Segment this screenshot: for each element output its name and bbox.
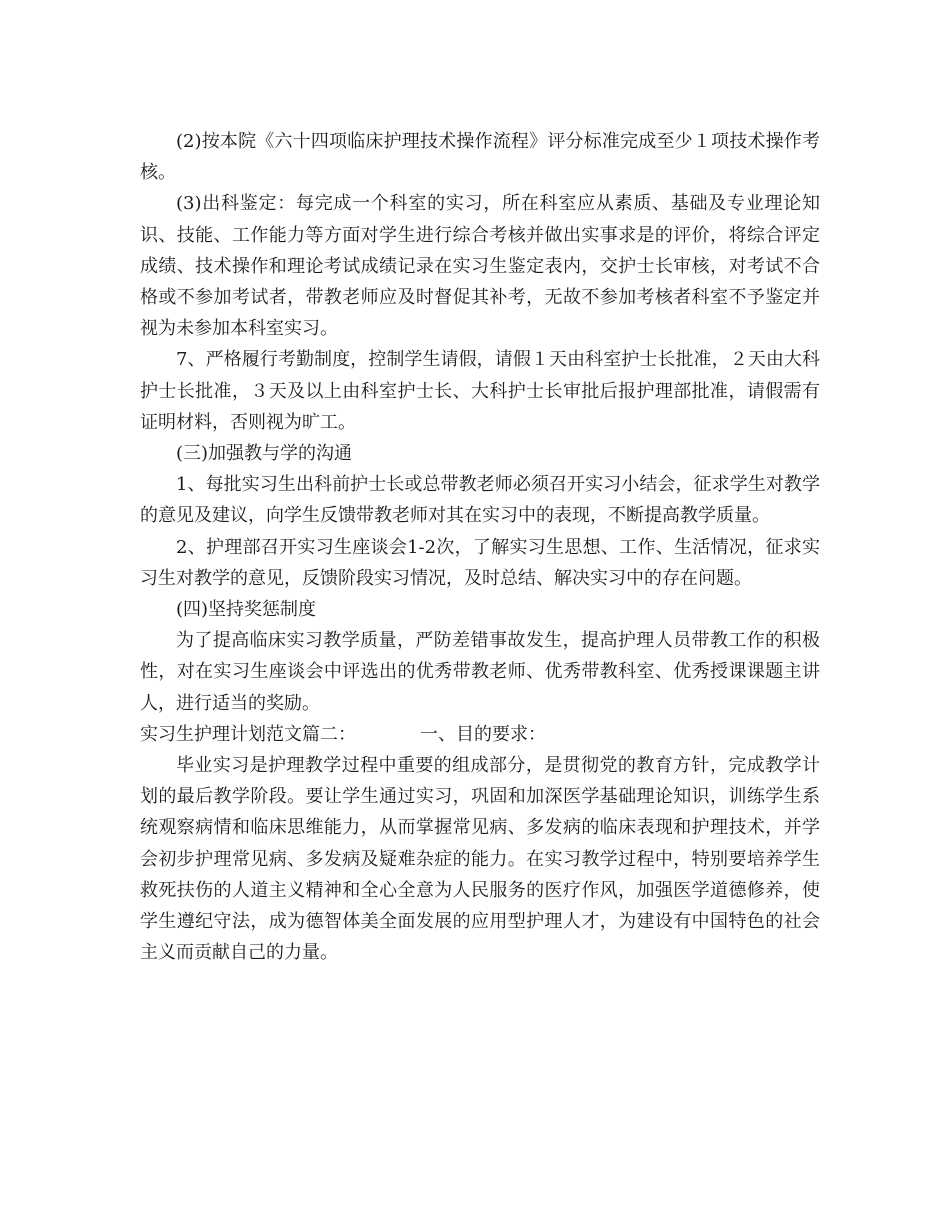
paragraph-assessment-3: (3)出科鉴定：每完成一个科室的实习，所在科室应从素质、基础及专业理论知识、技能、工作能力等方面对学生进行综合考核并做出实事求是的评价，将综合评定成绩、技术操作和理论考试成绩记录在实习生鉴定表内，交护士长审核，对考试不合格或不参加考试者，带教老师应及时督促其补考，无故不参加考核者科室不予鉴定并视为未参加本科室实习。 xyxy=(140,193,820,340)
paragraph-assessment-2: (2)按本院《六十四项临床护理技术操作流程》评分标准完成至少１项技术操作考核。 xyxy=(140,131,820,184)
objectives-heading: 一、目的要求： xyxy=(420,723,546,745)
section-heading-communication: (三)加强教与学的沟通 xyxy=(176,443,353,465)
paragraph-objectives: 毕业实习是护理教学过程中重要的组成部分，是贯彻党的教育方针，完成教学计划的最后教学阶段。要让学生通过实习，巩固和加深医学基础理论知识，训练学生系统观察病情和临床思维能力，从而掌握常见病、多发病的临床表现和护理技术，并学会初步护理常见病、多发病及疑难杂症的能力。在实习教学过程中，特别要培养学生救死扶伤的人道主义精神和全心全意为人民服务的医疗作风，加强医学道德修养，使学生遵纪守法，成为德智体美全面发展的应用型护理人才，为建设有中国特色的社会主义而贡献自己的力量。 xyxy=(140,755,820,964)
paragraph-communication-1: 1、每批实习生出科前护士长或总带教老师必须召开实习小结会，征求学生对教学的意见及建议，向学生反馈带教老师对其在实习中的表现，不断提高教学质量。 xyxy=(140,474,820,527)
article-two-title: 实习生护理计划范文篇二： xyxy=(140,723,356,745)
paragraph-communication-2: 2、护理部召开实习生座谈会1-2次，了解实习生思想、工作、生活情况，征求实习生对教学的意见，反馈阶段实习情况，及时总结、解决实习中的存在问题。 xyxy=(140,536,820,589)
article-two-heading xyxy=(140,719,820,750)
section-heading-rewards: (四)坚持奖惩制度 xyxy=(176,599,317,621)
paragraph-rewards: 为了提高临床实习教学质量，严防差错事故发生，提高护理人员带教工作的积极性，对在实习生座谈会中评选出的优秀带教老师、优秀带教科室、优秀授课课题主讲人，进行适当的奖励。 xyxy=(140,630,820,714)
document-body xyxy=(140,126,820,968)
paragraph-attendance: 7、严格履行考勤制度，控制学生请假，请假１天由科室护士长批准，２天由大科护士长批准，３天及以上由科室护士长、大科护士长审批后报护理部批准，请假需有证明材料，否则视为旷工。 xyxy=(140,349,820,433)
